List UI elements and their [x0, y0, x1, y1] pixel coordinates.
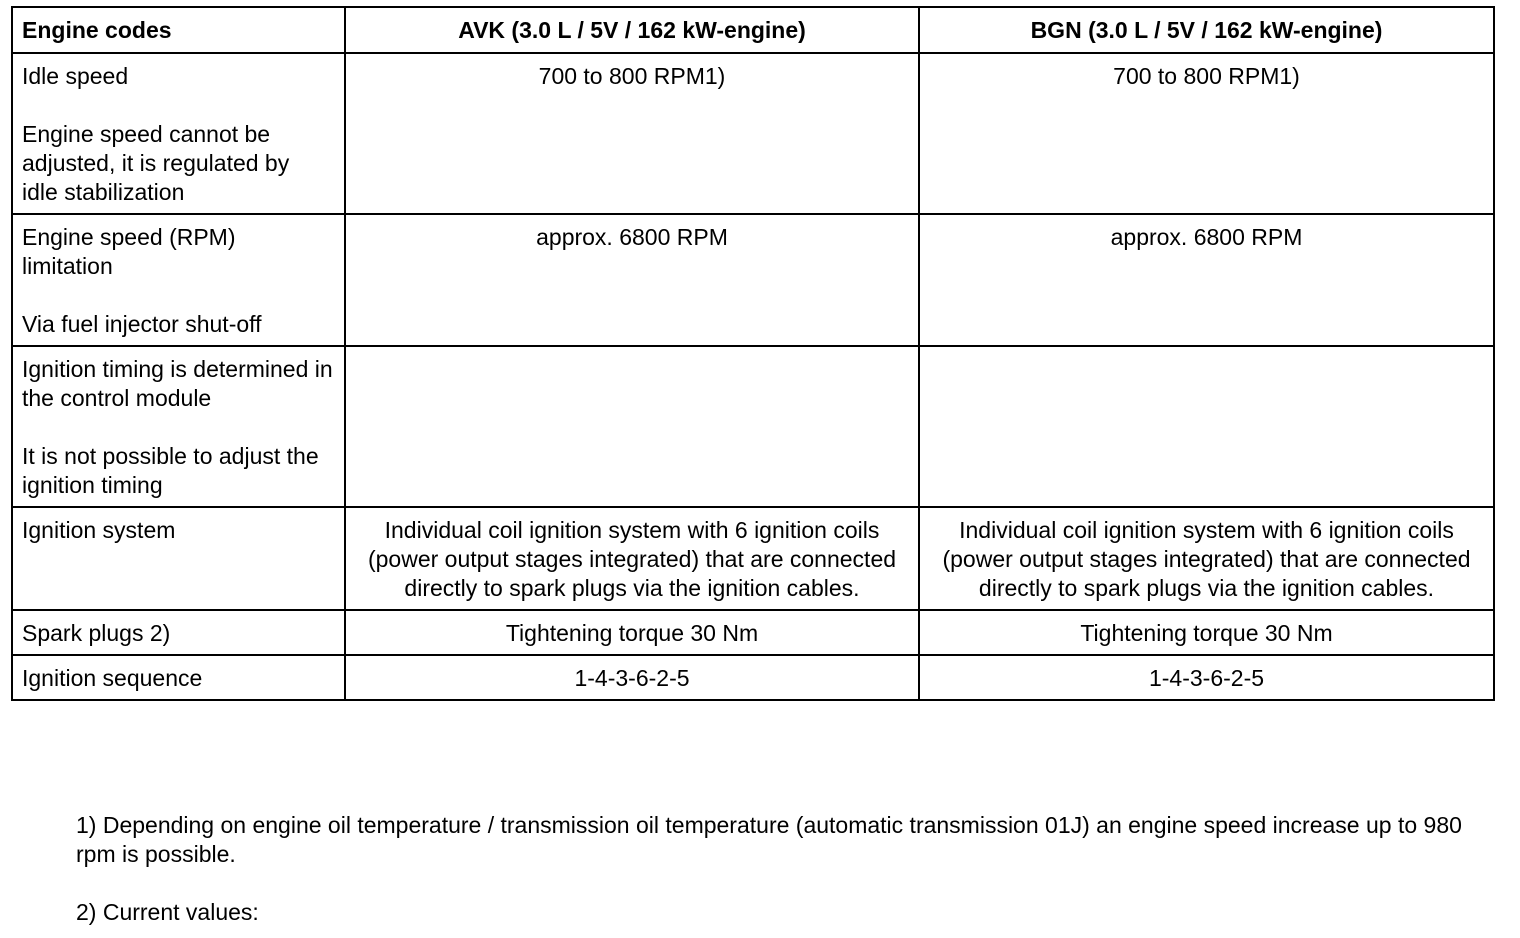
row-label-sub: It is not possible to adjust the ignition timing [22, 443, 319, 498]
row-label: Ignition system [12, 507, 345, 610]
bgn-value: Individual coil ignition system with 6 ignition coils (power output stages integrated) that are connected directly to spark plugs via the ignition cables. [919, 507, 1494, 610]
row-label-sub: Engine speed cannot be adjusted, it is regulated by idle stabilization [22, 121, 290, 205]
bgn-value: Tightening torque 30 Nm [919, 610, 1494, 655]
row-label [12, 214, 345, 346]
table-header-row [12, 7, 1494, 53]
bgn-value: approx. 6800 RPM [919, 214, 1494, 346]
table-row [12, 610, 1494, 655]
row-label: Spark plugs 2) [12, 610, 345, 655]
bgn-value: 700 to 800 RPM1) [919, 53, 1494, 214]
avk-value [345, 346, 919, 507]
engine-spec-table [11, 6, 1495, 701]
table-row [12, 655, 1494, 700]
table-row [12, 346, 1494, 507]
table-row [12, 53, 1494, 214]
header-avk: AVK (3.0 L / 5V / 162 kW-engine) [345, 7, 919, 53]
header-bgn: BGN (3.0 L / 5V / 162 kW-engine) [919, 7, 1494, 53]
row-label-main: Idle speed [22, 63, 129, 89]
bgn-value: 1-4-3-6-2-5 [919, 655, 1494, 700]
footnotes [76, 811, 1476, 927]
row-label-main: Engine speed (RPM) limitation [22, 224, 236, 279]
row-label-main: Ignition timing is determined in the control module [22, 356, 333, 411]
footnote-1: 1) Depending on engine oil temperature / transmission oil temperature (automatic transmission 01J) an engine speed increase up to 980 rpm is possible. [76, 812, 1462, 867]
avk-value: 700 to 800 RPM1) [345, 53, 919, 214]
table-row [12, 214, 1494, 346]
avk-value: 1-4-3-6-2-5 [345, 655, 919, 700]
footnote-2: 2) Current values: [76, 899, 259, 925]
avk-value: Tightening torque 30 Nm [345, 610, 919, 655]
bgn-value [919, 346, 1494, 507]
table-row [12, 507, 1494, 610]
row-label-sub: Via fuel injector shut-off [22, 311, 262, 337]
row-label [12, 346, 345, 507]
avk-value: Individual coil ignition system with 6 ignition coils (power output stages integrated) that are connected directly to spark plugs via the ignition cables. [345, 507, 919, 610]
header-engine-codes: Engine codes [12, 7, 345, 53]
row-label: Ignition sequence [12, 655, 345, 700]
avk-value: approx. 6800 RPM [345, 214, 919, 346]
row-label [12, 53, 345, 214]
